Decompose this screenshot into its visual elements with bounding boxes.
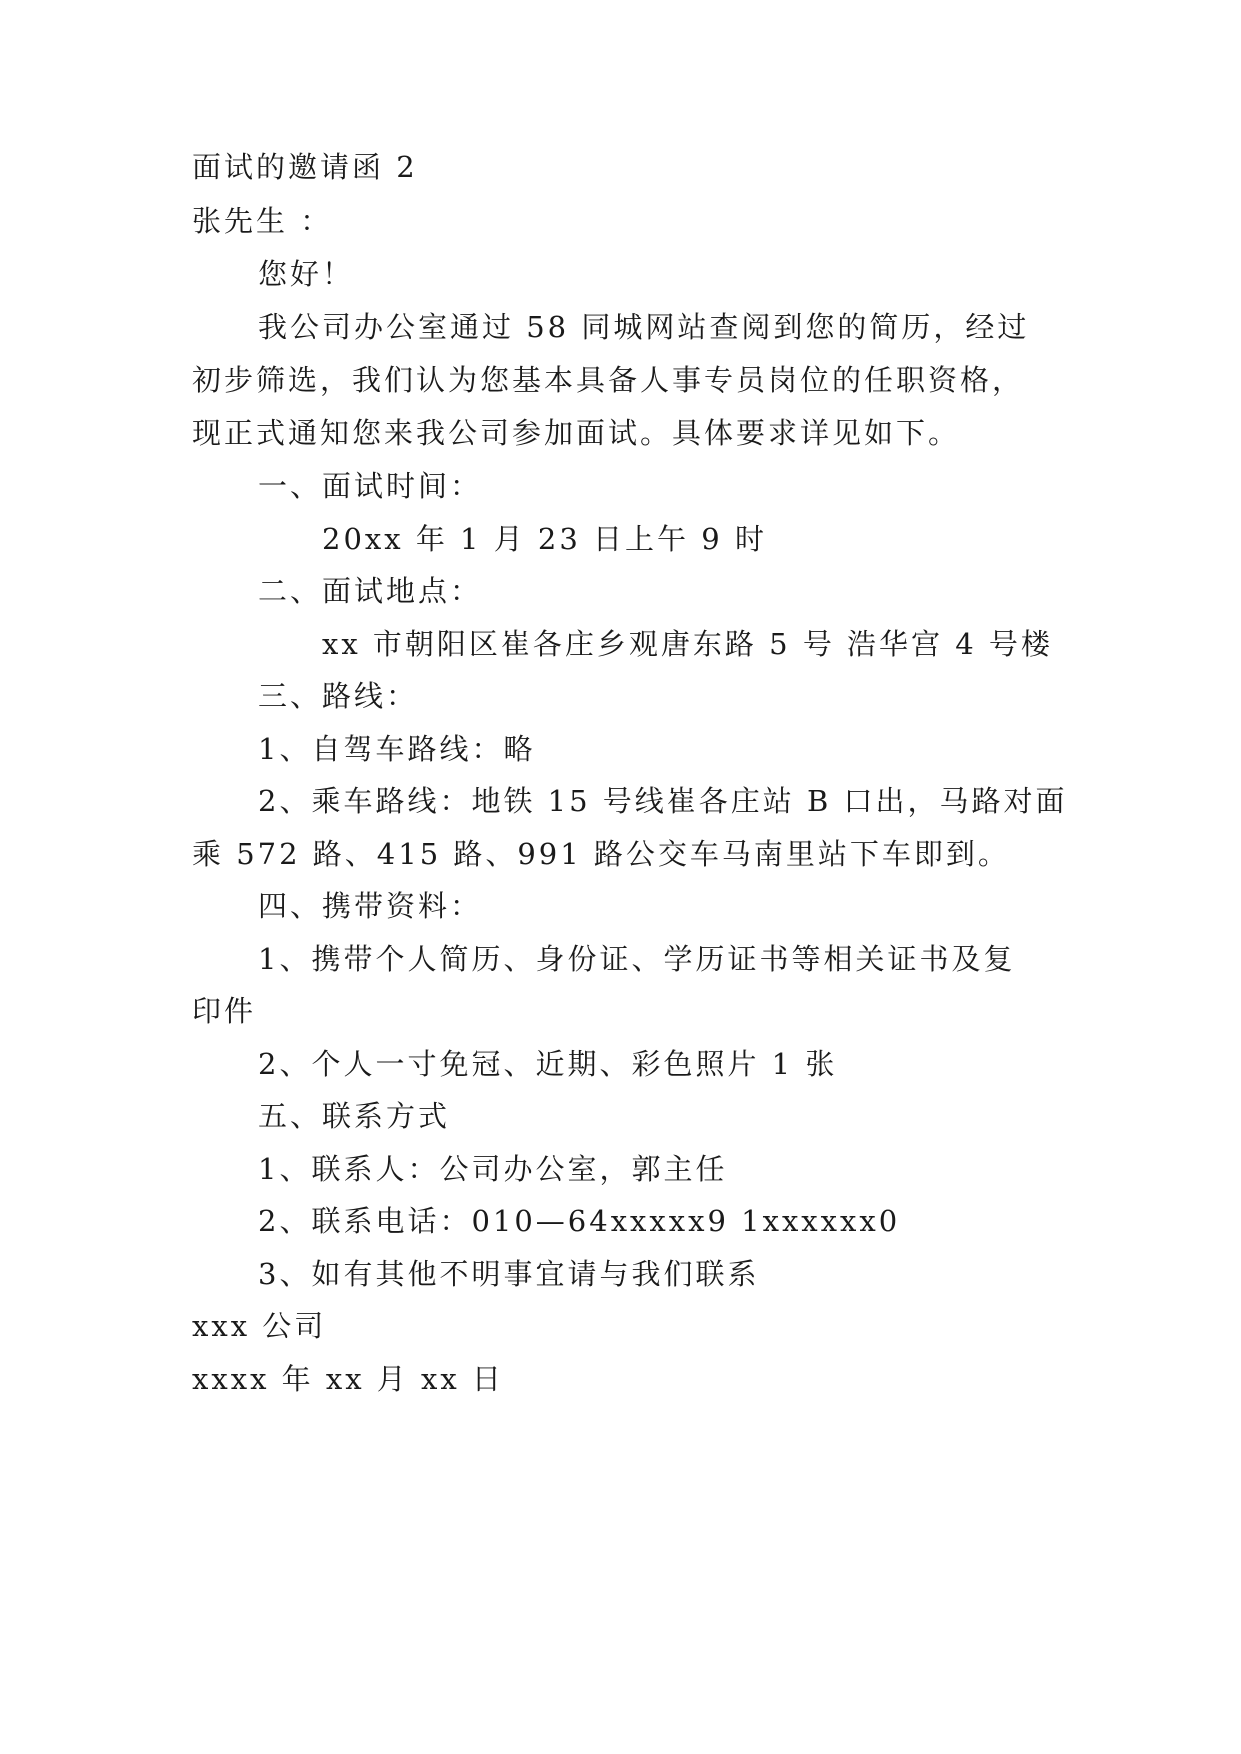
- document-title: 面试的邀请函 2: [192, 150, 418, 184]
- section-heading-materials: 四、携带资料：: [258, 889, 483, 923]
- salutation: 张先生 ：: [192, 204, 333, 238]
- section-heading-time: 一、面试时间：: [258, 469, 483, 503]
- materials-item-continued: 印件: [192, 994, 257, 1028]
- contact-item: 1、联系人：公司办公室，郭主任: [258, 1152, 728, 1186]
- route-item: 2、乘车路线：地铁 15 号线崔各庄站 B 口出，马路对面: [258, 784, 1068, 818]
- signature-company: xxx 公司: [192, 1309, 327, 1343]
- route-item-continued: 乘 572 路、415 路、991 路公交车马南里站下车即到。: [192, 837, 1010, 871]
- interview-time: 20xx 年 1 月 23 日上午 9 时: [322, 522, 767, 556]
- intro-line: 现正式通知您来我公司参加面试。具体要求详见如下。: [192, 416, 961, 450]
- materials-item: 1、携带个人简历、身份证、学历证书等相关证书及复: [258, 942, 1016, 976]
- interview-place: xx 市朝阳区崔各庄乡观唐东路 5 号 浩华宫 4 号楼: [322, 627, 1053, 661]
- materials-item: 2、个人一寸免冠、近期、彩色照片 1 张: [258, 1047, 838, 1081]
- route-item: 1、自驾车路线：略: [258, 732, 536, 766]
- signature-date: xxxx 年 xx 月 xx 日: [192, 1362, 504, 1396]
- contact-item: 3、如有其他不明事宜请与我们联系: [258, 1257, 760, 1291]
- intro-line: 我公司办公室通过 58 同城网站查阅到您的简历，经过: [258, 310, 1030, 344]
- section-heading-place: 二、面试地点：: [258, 574, 483, 608]
- section-heading-contact: 五、联系方式: [258, 1099, 451, 1133]
- contact-item: 2、联系电话：010—64xxxxx9 1xxxxxx0: [258, 1204, 901, 1238]
- intro-line: 初步筛选，我们认为您基本具备人事专员岗位的任职资格，: [192, 363, 1025, 397]
- greeting: 您好！: [258, 257, 355, 291]
- section-heading-route: 三、路线：: [258, 679, 419, 713]
